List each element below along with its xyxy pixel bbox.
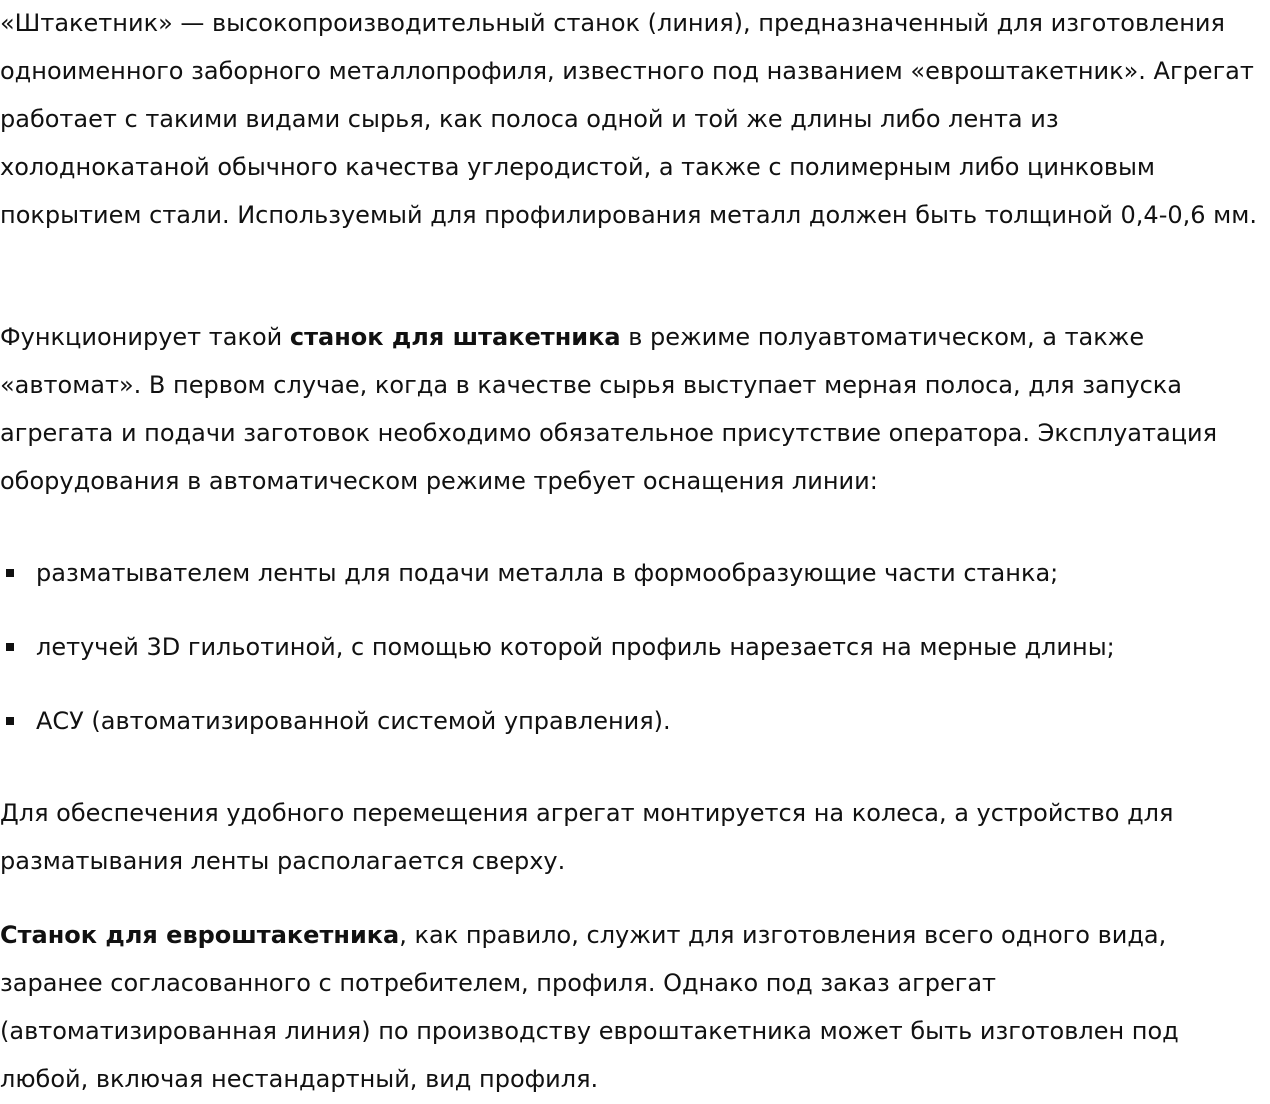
equipment-list <box>0 549 1270 771</box>
paragraph-intro <box>0 0 1270 239</box>
paragraph-custom-order-text: , как правило, служит для изготовления всего одного вида, заранее согласованного с потребителем, профиля. Однако под заказ агрегат (автоматизированная линия) по производству евроштакетника может быть изготовлен под любой, включая нестандартный, вид профиля. <box>0 921 1179 1093</box>
keyword-stanok-dlya-shtaketnika: станок для штакетника <box>289 323 621 351</box>
list-item <box>0 623 1270 697</box>
paragraph-mobility-text: Для обеспечения удобного перемещения агрегат монтируется на колеса, а устройство для разматывания ленты располагается сверху. <box>0 799 1174 875</box>
paragraph-intro-text: «Штакетник» — высокопроизводительный станок (линия), предназначенный для изготовления одноименного заборного металлопрофиля, известного под названием «евроштакетник». Агрегат работает с такими видами сырья, как полоса одной и той же длины либо лента из холоднокатаной обычного качества углеродистой, а также с полимерным либо цинковым покрытием стали. Используемый для профилирования металл должен быть толщиной 0,4-0,6 мм. <box>0 9 1257 229</box>
list-item <box>0 549 1270 623</box>
paragraph-modes-text-after: в режиме полуавтоматическом, а также «автомат». В первом случае, когда в качестве сырья выступает мерная полоса, для запуска агрегата и подачи заготовок необходимо обязательное присутствие оператора. Эксплуатация оборудования в автоматическом режиме требует оснащения линии: <box>0 323 1218 495</box>
square-bullet-icon <box>6 643 14 651</box>
list-item-text: АСУ (автоматизированной системой управления). <box>36 707 671 735</box>
paragraph-modes <box>0 313 1270 505</box>
paragraph-modes-text-before: Функционирует такой <box>0 323 290 351</box>
keyword-stanok-dlya-evroshtaketnika: Станок для евроштакетника <box>0 921 400 949</box>
list-item <box>0 697 1270 771</box>
square-bullet-icon <box>6 569 14 577</box>
paragraph-mobility <box>0 789 1270 885</box>
square-bullet-icon <box>6 717 14 725</box>
list-item-text: разматывателем ленты для подачи металла в формообразующие части станка; <box>36 559 1059 587</box>
list-item-text: летучей 3D гильотиной, с помощью которой профиль нарезается на мерные длины; <box>36 633 1115 661</box>
paragraph-custom-order <box>0 911 1270 1103</box>
